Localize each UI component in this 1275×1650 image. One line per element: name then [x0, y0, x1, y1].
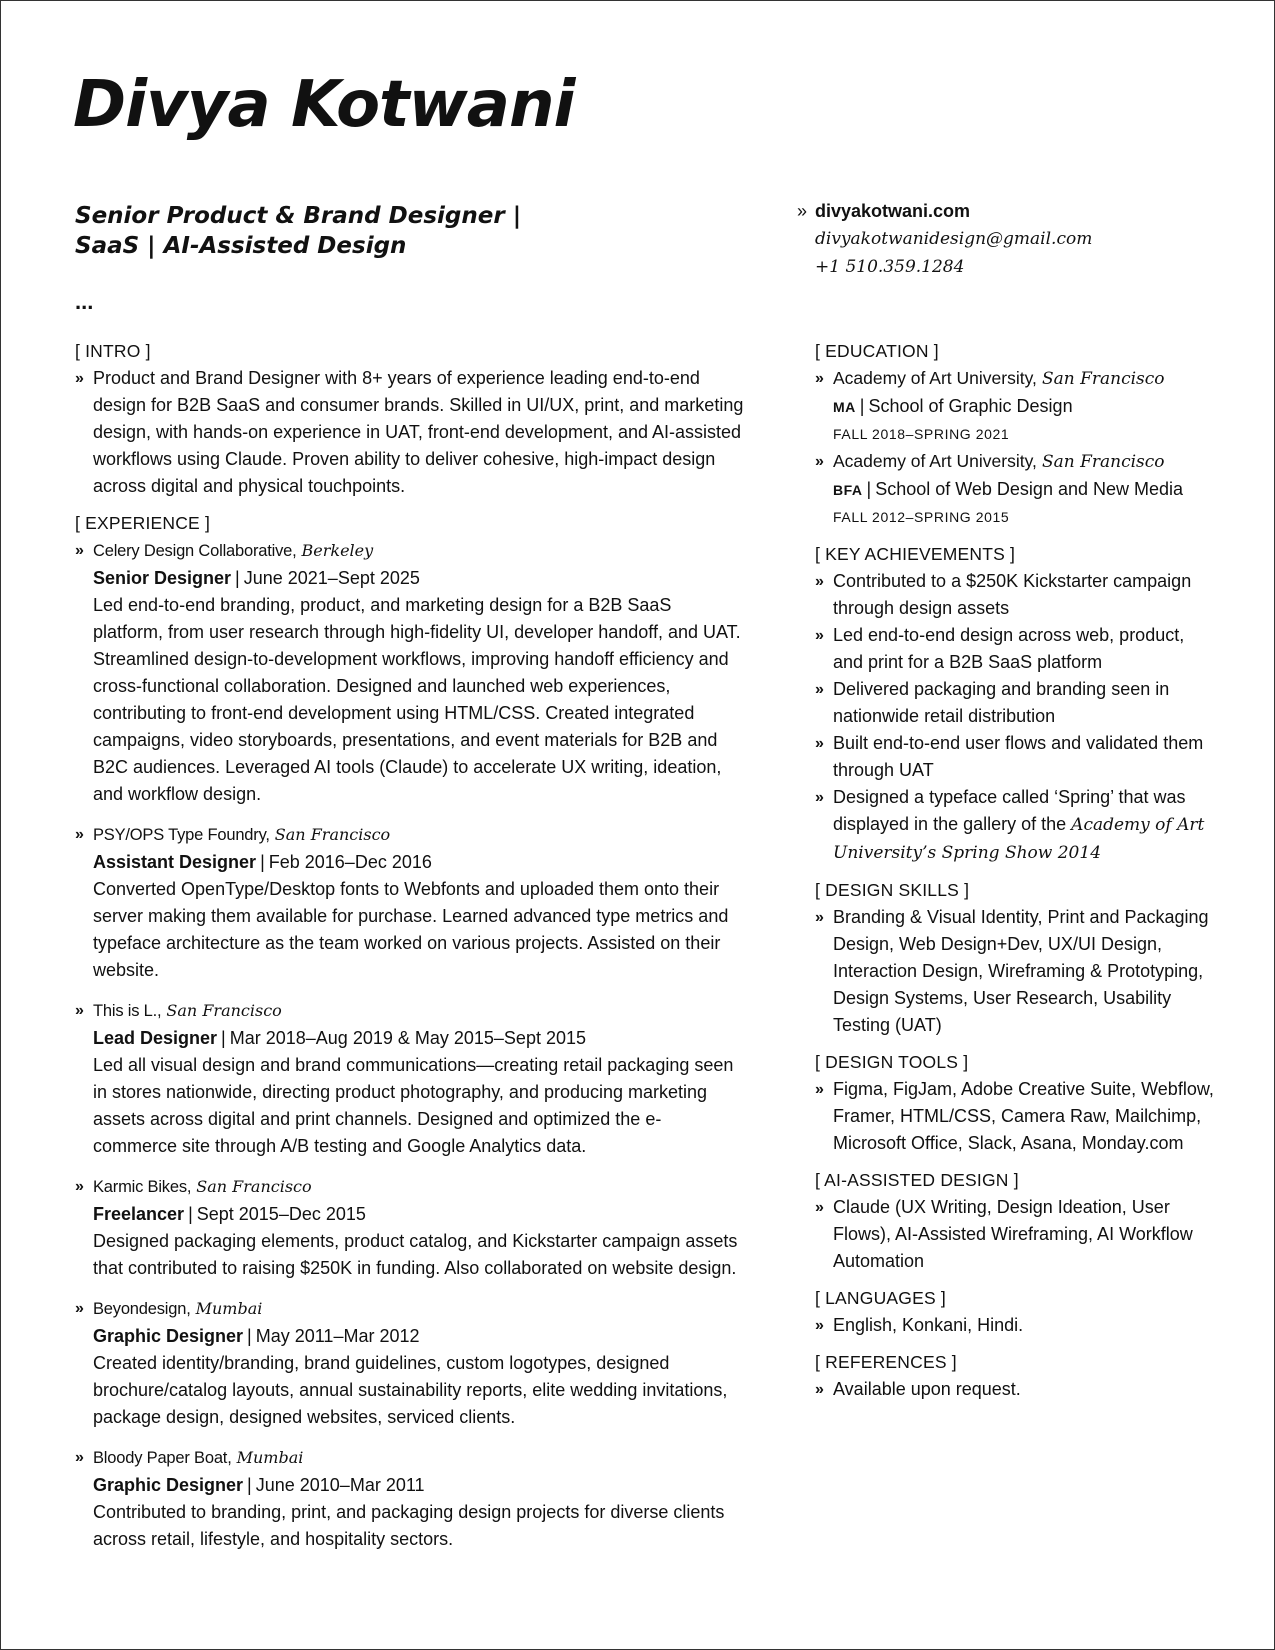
role-line — [93, 1323, 745, 1350]
bullet-icon: » — [75, 1300, 84, 1317]
right-column — [815, 338, 1215, 1403]
ai-design-section — [815, 1167, 1215, 1275]
tools-text: Figma, FigJam, Adobe Creative Suite, Webflow, Framer, HTML/CSS, Camera Raw, Mailchimp, Microsoft Office, Slack, Asana, Monday.com — [833, 1079, 1214, 1153]
intro-entry — [75, 365, 745, 500]
education-dates: FALL 2012–SPRING 2015 — [833, 509, 1010, 525]
separator: | — [221, 1028, 226, 1048]
section-label-achievements: [ KEY ACHIEVEMENTS ] — [815, 544, 1016, 564]
achievement-item — [815, 622, 1215, 676]
skills-entry — [815, 904, 1215, 1039]
tools-entry — [815, 1076, 1215, 1157]
references-entry — [815, 1376, 1215, 1403]
role-title: Assistant Designer — [93, 852, 257, 872]
experience-entry — [75, 821, 745, 984]
achievement-text: Designed a typeface called ‘Spring’ that was displayed in the gallery of the — [833, 787, 1186, 834]
company-location: Mumbai — [195, 1299, 263, 1318]
bullet-icon: » — [815, 627, 824, 644]
bullet-icon: » — [75, 826, 84, 843]
program: School of Web Design and New Media — [875, 479, 1184, 499]
section-label-design-skills: [ DESIGN SKILLS ] — [815, 880, 970, 900]
achievement-text: Contributed to a $250K Kickstarter campaign through design assets — [833, 571, 1192, 618]
company-name: Bloody Paper Boat, — [93, 1449, 232, 1467]
role-dates: May 2011–Mar 2012 — [255, 1326, 420, 1346]
role-description: Led all visual design and brand communications—creating retail packaging seen in stores nationwide, directing product photography, and producing marketing assets across digital and print channels. Designed and optimized the e-commerce site through A/B testing and Google Analytics data. — [93, 1055, 734, 1156]
program: School of Graphic Design — [868, 396, 1073, 416]
company-location: San Francisco — [166, 1001, 282, 1020]
role-title: Lead Designer — [93, 1028, 218, 1048]
references-text: Available upon request. — [833, 1379, 1021, 1399]
intro-text: Product and Brand Designer with 8+ years of experience leading end-to-end design for B2B SaaS and consumer brands. Skilled in UI/UX, print, and marketing design, with hands-on experience in UAT, front-end development, and AI-assisted workflows using Claude. Proven ability to deliver cohesive, high-impact design across digital and physical touchpoints. — [93, 368, 744, 496]
section-label-education: [ EDUCATION ] — [815, 341, 939, 361]
company-name: Celery Design Collaborative, — [93, 542, 297, 560]
skills-text: Branding & Visual Identity, Print and Packaging Design, Web Design+Dev, UX/UI Design, Interaction Design, Wireframing & Prototyping, Design Systems, User Research, Usability Testing (UAT) — [833, 907, 1209, 1035]
bullet-icon: » — [815, 681, 824, 698]
contact-bullet-icon: » — [797, 201, 808, 221]
candidate-name: Divya Kotwani — [73, 68, 575, 142]
bullet-icon: » — [75, 1002, 84, 1019]
company-name: PSY/OPS Type Foundry, — [93, 826, 270, 844]
role-line — [93, 1201, 745, 1228]
references-section — [815, 1349, 1215, 1403]
bullet-icon: » — [815, 789, 824, 806]
left-column — [75, 338, 745, 1566]
role-description: Converted OpenType/Desktop fonts to Webfonts and uploaded them onto their server making them available for purchase. Learned advanced type metrics and typeface architecture as the team worked on various projects. Assisted on their website. — [93, 879, 729, 980]
ai-design-text: Claude (UX Writing, Design Ideation, User Flows), AI-Assisted Wireframing, AI Workflow Automation — [833, 1197, 1193, 1271]
achievement-text: Built end-to-end user flows and validated them through UAT — [833, 733, 1204, 780]
achievement-show-name: Academy of Art University’s Spring Show 2014 — [833, 815, 1205, 863]
bullet-icon: » — [815, 573, 824, 590]
role-description: Led end-to-end branding, product, and marketing design for a B2B SaaS platform, from user research through high-fidelity UI, developer handoff, and UAT. Streamlined design-to-development workflows, improving handoff efficiency and cross-functional collaboration. Designed and launched web experiences, contributing to front-end development using HTML/CSS. Created integrated campaigns, video storyboards, presentations, and event materials for B2B and B2C audiences. Leveraged AI tools (Claude) to accelerate UX writing, ideation, and workflow design. — [93, 595, 741, 804]
company-name: Karmic Bikes, — [93, 1178, 192, 1196]
bullet-icon: » — [815, 1199, 824, 1216]
role-description: Created identity/branding, brand guidelines, custom logotypes, designed brochure/catalog layouts, annual sustainability reports, elite wedding invitations, package design, designed websites, serviced clients. — [93, 1353, 728, 1427]
company-location: Berkeley — [301, 541, 374, 560]
role-description: Designed packaging elements, product catalog, and Kickstarter campaign assets that contributed to raising $250K in funding. Also collaborated on website design. — [93, 1231, 738, 1278]
role-dates: Mar 2018–Aug 2019 & May 2015–Sept 2015 — [229, 1028, 586, 1048]
separator: | — [866, 479, 872, 499]
contact-block — [797, 197, 1093, 281]
bullet-icon: » — [815, 1317, 824, 1334]
degree-line — [833, 393, 1215, 421]
section-label-languages: [ LANGUAGES ] — [815, 1288, 946, 1308]
separator: | — [859, 396, 865, 416]
company-name: Beyondesign, — [93, 1300, 191, 1318]
role-title: Graphic Designer — [93, 1326, 244, 1346]
company-location: San Francisco — [196, 1177, 312, 1196]
bullet-icon: » — [815, 735, 824, 752]
role-line — [93, 565, 745, 592]
company-location: Mumbai — [236, 1448, 304, 1467]
achievement-text: Delivered packaging and branding seen in nationwide retail distribution — [833, 679, 1170, 726]
role-description: Contributed to branding, print, and packaging design projects for diverse clients across retail, lifestyle, and hospitality sectors. — [93, 1502, 725, 1549]
experience-entry — [75, 1444, 745, 1553]
experience-entry — [75, 1173, 745, 1282]
languages-entry — [815, 1312, 1215, 1339]
bullet-icon: » — [815, 453, 824, 470]
education-entry — [815, 365, 1215, 448]
school-location: San Francisco — [1041, 369, 1165, 389]
achievement-text: Led end-to-end design across web, product, and print for a B2B SaaS platform — [833, 625, 1185, 672]
bullet-icon: » — [815, 909, 824, 926]
title-line-2: SaaS | AI-Assisted Design — [75, 233, 407, 259]
achievement-item — [815, 730, 1215, 784]
degree: MA — [833, 399, 856, 415]
role-dates: June 2010–Mar 2011 — [255, 1475, 425, 1495]
school-name: Academy of Art University, — [833, 451, 1037, 471]
school-name: Academy of Art University, — [833, 368, 1037, 388]
company-location: San Francisco — [274, 825, 391, 844]
professional-title — [75, 201, 521, 261]
degree: BFA — [833, 482, 863, 498]
bullet-icon: » — [815, 1081, 824, 1098]
section-label-references: [ REFERENCES ] — [815, 1352, 957, 1372]
bullet-icon: » — [75, 1178, 84, 1195]
role-line — [93, 849, 745, 876]
separator: | — [247, 1326, 252, 1346]
bullet-icon: » — [75, 370, 84, 387]
experience-entry — [75, 997, 745, 1160]
ai-design-entry — [815, 1194, 1215, 1275]
achievement-item — [815, 784, 1215, 867]
email-link[interactable]: divyakotwanidesign@gmail.com — [815, 229, 1093, 249]
intro-section — [75, 338, 745, 500]
bullet-icon: » — [75, 1449, 84, 1466]
bullet-icon: » — [815, 1381, 824, 1398]
bullet-icon: » — [75, 542, 84, 559]
separator: | — [247, 1475, 252, 1495]
separator: | — [235, 568, 240, 588]
section-label-experience: [ EXPERIENCE ] — [75, 513, 211, 533]
role-title: Freelancer — [93, 1204, 185, 1224]
role-dates: June 2021–Sept 2025 — [243, 568, 420, 588]
school-location: San Francisco — [1041, 452, 1165, 472]
header-ellipsis: ... — [75, 289, 94, 314]
achievement-item — [815, 676, 1215, 730]
languages-section — [815, 1285, 1215, 1339]
section-label-intro: [ INTRO ] — [75, 341, 151, 361]
languages-text: English, Konkani, Hindi. — [833, 1315, 1024, 1335]
education-section — [815, 338, 1215, 531]
design-tools-section — [815, 1049, 1215, 1157]
experience-entry — [75, 1295, 745, 1431]
section-label-design-tools: [ DESIGN TOOLS ] — [815, 1052, 969, 1072]
experience-section — [75, 510, 745, 1553]
experience-entry — [75, 537, 745, 808]
title-line-1: Senior Product & Brand Designer | — [75, 203, 522, 229]
bullet-icon: » — [815, 370, 824, 387]
role-dates: Sept 2015–Dec 2015 — [196, 1204, 366, 1224]
role-title: Senior Designer — [93, 568, 232, 588]
role-dates: Feb 2016–Dec 2016 — [268, 852, 432, 872]
section-label-ai-design: [ AI-ASSISTED DESIGN ] — [815, 1170, 1019, 1190]
company-name: This is L., — [93, 1002, 162, 1020]
role-line — [93, 1472, 745, 1499]
role-line — [93, 1025, 745, 1052]
separator: | — [260, 852, 265, 872]
website-link[interactable]: divyakotwani.com — [815, 201, 971, 221]
education-entry — [815, 448, 1215, 531]
achievements-section — [815, 541, 1215, 867]
achievement-item — [815, 568, 1215, 622]
design-skills-section — [815, 877, 1215, 1039]
degree-line — [833, 476, 1215, 504]
role-title: Graphic Designer — [93, 1475, 244, 1495]
separator: | — [188, 1204, 193, 1224]
phone-number: +1 510.359.1284 — [815, 257, 965, 277]
education-dates: FALL 2018–SPRING 2021 — [833, 426, 1010, 442]
